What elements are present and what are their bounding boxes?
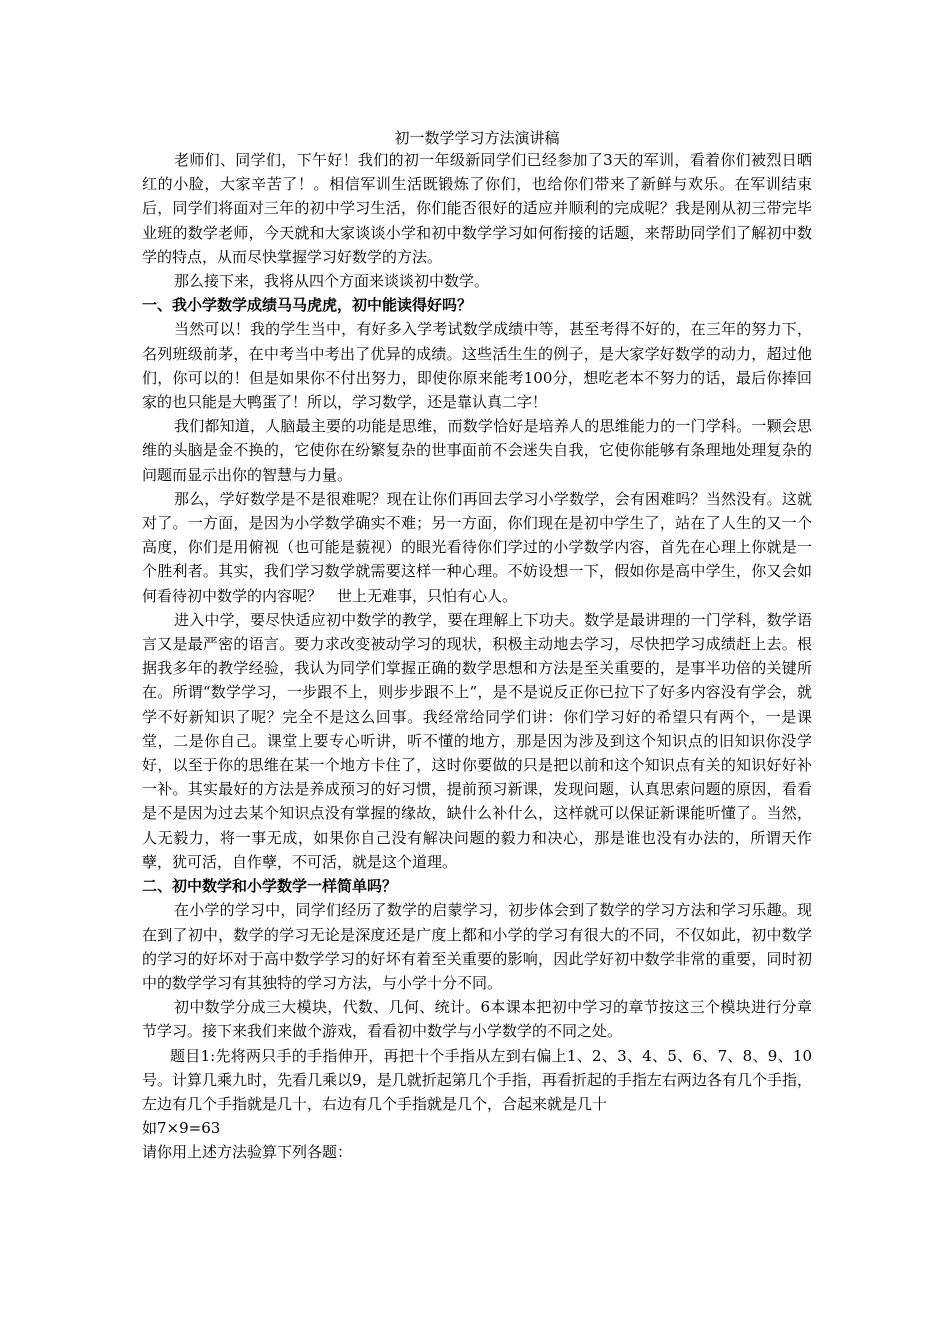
instruction-line: 请你用上述方法验算下列各题： <box>142 1143 353 1162</box>
document-page <box>142 128 812 1165</box>
body-paragraph: 那么，学好数学是不是很难呢？现在让你们再回去学习小学数学，会有困难吗？当然没有。这就对了。一方面，是因为小学数学确实不难；另一方面，你们现在是初中学生了，站在了人生的又一个高度，你们是用俯视（也可能是藐视）的眼光看待你们学过的小学数学内容，首先在心理上你就是一个胜利者。其实，我们学习数学就需要这样一种心理。不妨设想一下，假如你是高中学生，你又会如何看待初中数学的内容呢？ 世上无难事，只怕有心人。 <box>142 489 812 605</box>
body-paragraph: 当然可以！我的学生当中，有好多入学考试数学成绩中等，甚至考得不好的，在三年的努力下，名列班级前茅，在中考当中考出了优异的成绩。这些活生生的例子，是大家学好数学的动力，超过他们，你可以的！但是如果你不付出努力，即使你原来能考100分，想吃老本不努力的话，最后你捧回家的也只能是大鸭蛋了！所以，学习数学，还是靠认真二字！ <box>142 320 812 412</box>
body-paragraph: 进入中学，要尽快适应初中数学的教学，要在理解上下功夫。数学是最讲理的一门学科，数学语言又是最严密的语言。要力求改变被动学习的现状，积极主动地去学习，尽快把学习成绩赶上去。根据我多年的教学经验，我认为同学们掌握正确的数学思想和方法是至关重要的，是事半功倍的关键所在。所谓“数学学习，一步跟不上，则步步跟不上”，是不是说反正你已拉下了好多内容没有学会，就学不好新知识了呢？完全不是这么回事。我经常给同学们讲：你们学习好的希望只有两个，一是课堂，二是你自己。课堂上要专心听讲，听不懂的地方，那是因为涉及到这个知识点的旧知识你没学好，以至于你的思维在某一个地方卡住了，这时你要做的只是把以前和这个知识点有关的知识好好补一补。其实最好的方法是养成预习的好习惯，提前预习新课，发现问题，认真思索问题的原因，看看是不是因为过去某个知识点没有掌握的缘故，缺什么补什么，这样就可以保证新课能听懂了。当然，人无毅力，将一事无成，如果你自己没有解决问题的毅力和决心，那是谁也没有办法的，所谓天作孽，犹可活，自作孽，不可活，就是这个道理。 <box>142 610 812 871</box>
section-heading: 一、我小学数学成绩马马虎虎，初中能读得好吗？ <box>142 296 473 315</box>
intro-paragraph: 老师们、同学们，下午好！我们的初一年级新同学们已经参加了3天的军训，看着你们被烈日晒红的小脸，大家辛苦了！。相信军训生活既锻炼了你们，也给你们带来了新鲜与欢乐。在军训结束后，同学们将面对三年的初中学习生活，你们能否很好的适应并顺利的完成呢？我是刚从初三带完毕业班的数学老师，今天就和大家谈谈小学和初中数学学习如何衔接的话题，来帮助同学们了解初中数学的特点，从而尽快掌握学习好数学的方法。 <box>142 151 812 266</box>
intro-paragraph: 那么接下来，我将从四个方面来谈谈初中数学。 <box>174 272 490 291</box>
body-paragraph: 我们都知道，人脑最主要的功能是思维，而数学恰好是培养人的思维能力的一门学科。一颗会思维的头脑是金不换的，它使你在纷繁复杂的世事面前不会迷失自我，它使你能够有条理地处理复杂的问题而显示出你的智慧与力量。 <box>142 417 812 484</box>
body-paragraph: 初中数学分成三大模块，代数、几何、统计。6本课本把初中学习的章节按这三个模块进行分章节学习。接下来我们来做个游戏，看看初中数学与小学数学的不同之处。 <box>142 998 812 1041</box>
document-title: 初一数学学习方法演讲稿 <box>394 129 560 147</box>
example-line: 如7×9=63 <box>142 1119 221 1138</box>
section-heading: 二、初中数学和小学数学一样简单吗？ <box>142 877 398 896</box>
body-paragraph: 在小学的学习中，同学们经历了数学的启蒙学习，初步体会到了数学的学习方法和学习乐趣。现在到了初中，数学的学习无论是深度还是广度上都和小学的学习有很大的不同，不仅如此，初中数学的学习的好坏对于高中数学学习的好坏有着至关重要的影响，因此学好初中数学非常的重要，同时初中的数学学习有其独特的学习方法，与小学十分不同。 <box>142 901 812 992</box>
problem-paragraph: 题目1:先将两只手的手指伸开，再把十个手指从左到右偏上1、2、3、4、5、6、7、8、9、10号。计算几乘九时，先看几乘以9，是几就折起第几个手指，再看折起的手指左右两边各有几个手指，左边有几个手指就是几十，右边有几个手指就是几个，合起来就是几十 <box>142 1046 812 1113</box>
